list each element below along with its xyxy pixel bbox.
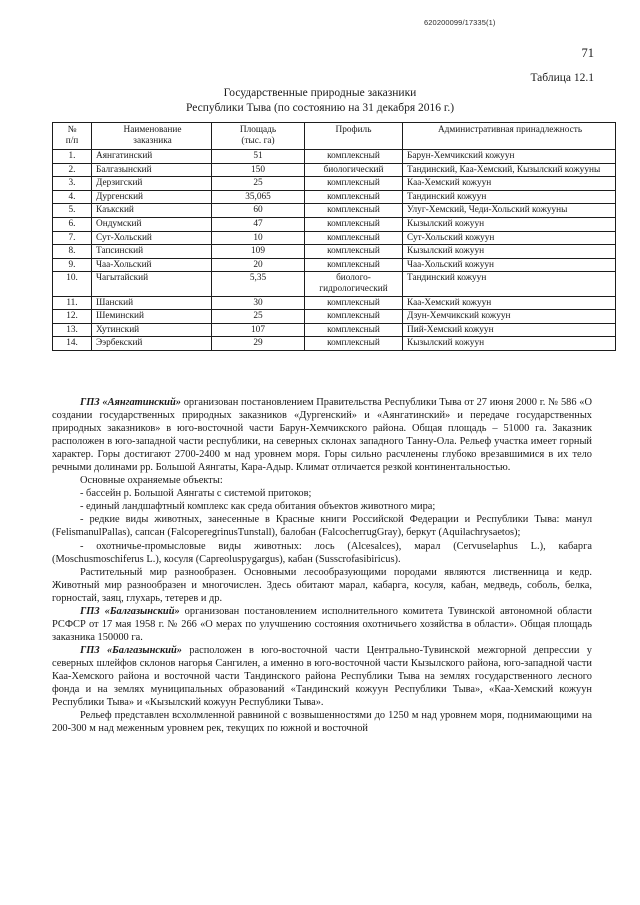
- column-header-area-line2: (тыс. га): [241, 136, 275, 146]
- table-row: [53, 272, 616, 296]
- cell-profile: комплексный: [305, 323, 403, 337]
- cell-admin: Улуг-Хемский, Чеди-Хольский кожууны: [403, 204, 616, 218]
- cell-area: 20: [212, 258, 305, 272]
- table-row: [53, 190, 616, 204]
- cell-name: Сут-Хольский: [92, 231, 212, 245]
- page-number: 71: [581, 46, 594, 60]
- table-row: [53, 163, 616, 177]
- cell-number: 3.: [53, 177, 92, 191]
- page-title: [0, 86, 640, 116]
- cell-number: 8.: [53, 245, 92, 259]
- cell-number: 4.: [53, 190, 92, 204]
- cell-admin: Кызылский кожуун: [403, 337, 616, 351]
- cell-area: 29: [212, 337, 305, 351]
- cell-area: 60: [212, 204, 305, 218]
- cell-number: 14.: [53, 337, 92, 351]
- cell-number: 6.: [53, 217, 92, 231]
- bullet-rare-species: - редкие виды животных, занесенные в Красные книги Российской Федерации и Республики Тыва: манул (FelismanulPallas), сапсан (FalcoperegrinusTunstall), балобан (FalcocherrugGray), беркут (Aquilachrysaetos);: [52, 514, 592, 539]
- table-row: [53, 337, 616, 351]
- cell-admin: Тандинский кожуун: [403, 272, 616, 296]
- cell-name: Дургенский: [92, 190, 212, 204]
- column-header-name-line2: заказника: [133, 136, 172, 146]
- cell-name: Хутинский: [92, 323, 212, 337]
- cell-name: Ээрбекский: [92, 337, 212, 351]
- table-row: [53, 296, 616, 310]
- table-row: [53, 231, 616, 245]
- table-row: [53, 177, 616, 191]
- cell-admin: Каа-Хемский кожуун: [403, 177, 616, 191]
- title-line-2: Республики Тыва (по состоянию на 31 декабря 2016 г.): [185, 102, 455, 114]
- title-line-1: Государственные природные заказники: [223, 87, 417, 99]
- paragraph-protected-objects-intro: Основные охраняемые объекты:: [80, 475, 223, 487]
- cell-number: 11.: [53, 296, 92, 310]
- cell-profile: биологический: [305, 163, 403, 177]
- bullet-game-species: - охотничье-промысловые виды животных: лось (Alcesalces), марал (Cervuselaphus L.), кабарга (Moschusmoschiferus L.), косуля (Capreoluspygargus), кабан (Susscrofasibiricus).: [52, 540, 592, 565]
- table-caption: Таблица 12.1: [530, 72, 594, 84]
- cell-profile: комплексный: [305, 258, 403, 272]
- cell-number: 7.: [53, 231, 92, 245]
- reserves-table-wrapper: [52, 122, 601, 351]
- cell-admin: Кызылский кожуун: [403, 217, 616, 231]
- cell-admin: Тандинский, Каа-Хемский, Кызылский кожууны: [403, 163, 616, 177]
- table-row: [53, 323, 616, 337]
- paragraph-balgazynsky-location-text: расположен в юго-восточной части Центрально-Тувинской межгорной депрессии у северных шлейфов склонов нагорья Сангилен, а именно в юго-восточной части Кызылского района, юго-западной части Каа-Хемского района и восточной части Тандинского района Республики Тыва на землях государственного лесного фонда и на землях муниципальных образований «Тандинский кожуун Республики Тыва», «Каа-Хемский кожуун Республики Тыва» и «Кызылский кожуун Республики Тыва».: [52, 644, 592, 709]
- cell-number: 1.: [53, 150, 92, 164]
- cell-name: Тапсинский: [92, 245, 212, 259]
- cell-profile: комплексный: [305, 245, 403, 259]
- paragraph-flora-fauna: Растительный мир разнообразен. Основными лесообразующими породами являются лиственница и кедр. Животный мир разнообразен и многочислен. Здесь обитают марал, кабарга, косуля, кабан, медведь, соболь, белка, горностай, заяц, глухарь, тетерев и др.: [52, 566, 592, 604]
- paragraph-ayangatinsky-text: организован постановлением Правительства Республики Тыва от 27 июня 2000 г. № 586 «О создании государственных природных заказников «Дургенский» и «Аянгатинский» и передаче государственных природных заказников» в юго-восточной части Барун-Хемчикского района. Общая площадь – 51000 га. Заказник расположен в юго-западной части республики, на северных склонах западного Танну-Ола. Рельеф участка имеет горный характер. Горы достигают 2700-2400 м над уровнем моря. Горы сильно расчленены глубоко врезавшимися в их тело речными долинами рр. Большой Аянгаты, Кара-Адыр. Климат отличается резкой континентальностью.: [52, 397, 592, 474]
- column-header-profile: [305, 123, 403, 150]
- cell-name: Шеминский: [92, 310, 212, 324]
- table-row: [53, 150, 616, 164]
- cell-profile: комплексный: [305, 150, 403, 164]
- cell-profile: комплексный: [305, 204, 403, 218]
- cell-name: Шанский: [92, 296, 212, 310]
- cell-name: Аянгатинский: [92, 150, 212, 164]
- scan-header: [0, 18, 640, 32]
- cell-number: 12.: [53, 310, 92, 324]
- paragraph-balgazynsky-establishment: [52, 605, 592, 644]
- reserve-name-lead-1: ГПЗ «Аянгатинский»: [80, 397, 181, 408]
- cell-admin: Пий-Хемский кожуун: [403, 323, 616, 337]
- cell-name: Чагытайский: [92, 272, 212, 296]
- reserves-table-body: [53, 150, 616, 351]
- cell-admin: Барун-Хемчикский кожуун: [403, 150, 616, 164]
- paragraph-ayangatinsky: [52, 396, 592, 474]
- cell-profile: комплексный: [305, 337, 403, 351]
- cell-number: 2.: [53, 163, 92, 177]
- cell-name: Балгазынский: [92, 163, 212, 177]
- cell-admin: Чаа-Хольский кожуун: [403, 258, 616, 272]
- table-row: [53, 217, 616, 231]
- cell-number: 9.: [53, 258, 92, 272]
- cell-area: 107: [212, 323, 305, 337]
- paragraph-balgazynsky-location: [52, 644, 592, 709]
- cell-number: 5.: [53, 204, 92, 218]
- table-row: [53, 204, 616, 218]
- table-row: [53, 258, 616, 272]
- cell-profile: комплексный: [305, 217, 403, 231]
- cell-name: Ондумский: [92, 217, 212, 231]
- cell-name: Чаа-Хольский: [92, 258, 212, 272]
- cell-admin: Каа-Хемский кожуун: [403, 296, 616, 310]
- table-row: [53, 310, 616, 324]
- cell-area: 109: [212, 245, 305, 259]
- column-header-name-line1: Наименование: [123, 125, 182, 135]
- reserve-name-lead-2: ГПЗ «Балгазынский»: [80, 605, 180, 617]
- cell-profile: комплексный: [305, 231, 403, 245]
- column-header-admin: [403, 123, 616, 150]
- paragraph-balgazynsky-establishment-text: организован постановлением исполнительного комитета Тувинской автономной области РСФСР от 17 мая 1958 г. № 266 «О мерах по улучшению состояния охотничьего хозяйства в области». Общая площадь заказника 150000 га.: [52, 605, 592, 643]
- column-header-profile-line1: Профиль: [335, 125, 372, 135]
- column-header-admin-line1: Административная принадлежность: [437, 125, 583, 135]
- cell-area: 30: [212, 296, 305, 310]
- cell-area: 51: [212, 150, 305, 164]
- document-stamp: 620200099/17335(1): [424, 18, 496, 27]
- column-header-number-line2: п/п: [65, 136, 79, 146]
- cell-admin: Сут-Хольский кожуун: [403, 231, 616, 245]
- column-header-name: [92, 123, 212, 150]
- cell-profile: комплексный: [305, 310, 403, 324]
- cell-area: 47: [212, 217, 305, 231]
- cell-admin: Дзун-Хемчикский кожуун: [403, 310, 616, 324]
- column-header-area-line1: Площадь: [239, 125, 277, 135]
- cell-name: Каъкский: [92, 204, 212, 218]
- cell-profile: комплексный: [305, 190, 403, 204]
- cell-area: 5,35: [212, 272, 305, 296]
- cell-number: 13.: [53, 323, 92, 337]
- cell-number: 10.: [53, 272, 92, 296]
- body-text: [52, 396, 592, 735]
- table-row: [53, 245, 616, 259]
- bullet-landscape: - единый ландшафтный комплекс как среда обитания объектов животного мира;: [80, 501, 436, 513]
- cell-area: 35,065: [212, 190, 305, 204]
- cell-admin: Тандинский кожуун: [403, 190, 616, 204]
- cell-area: 25: [212, 310, 305, 324]
- bullet-basin: - бассейн р. Большой Аянгаты с системой притоков;: [80, 488, 312, 500]
- cell-profile: комплексный: [305, 296, 403, 310]
- cell-profile: комплексный: [305, 177, 403, 191]
- column-header-number-line1: №: [67, 125, 77, 135]
- cell-area: 10: [212, 231, 305, 245]
- cell-profile: биолого-гидрологический: [305, 272, 403, 296]
- reserves-table: [52, 122, 616, 351]
- column-header-area: [212, 123, 305, 150]
- cell-area: 25: [212, 177, 305, 191]
- cell-name: Дерзигский: [92, 177, 212, 191]
- reserve-name-lead-3: ГПЗ «Балгазынский»: [80, 644, 182, 656]
- table-header-row: [53, 123, 616, 150]
- cell-area: 150: [212, 163, 305, 177]
- cell-admin: Кызылский кожуун: [403, 245, 616, 259]
- column-header-number: [53, 123, 92, 150]
- paragraph-relief: Рельеф представлен всхолмленной равниной с возвышенностями до 1250 м над уровнем моря, поднимающими на 200-300 м над меженным уровнем рек, текущих по южной и восточной: [52, 710, 592, 735]
